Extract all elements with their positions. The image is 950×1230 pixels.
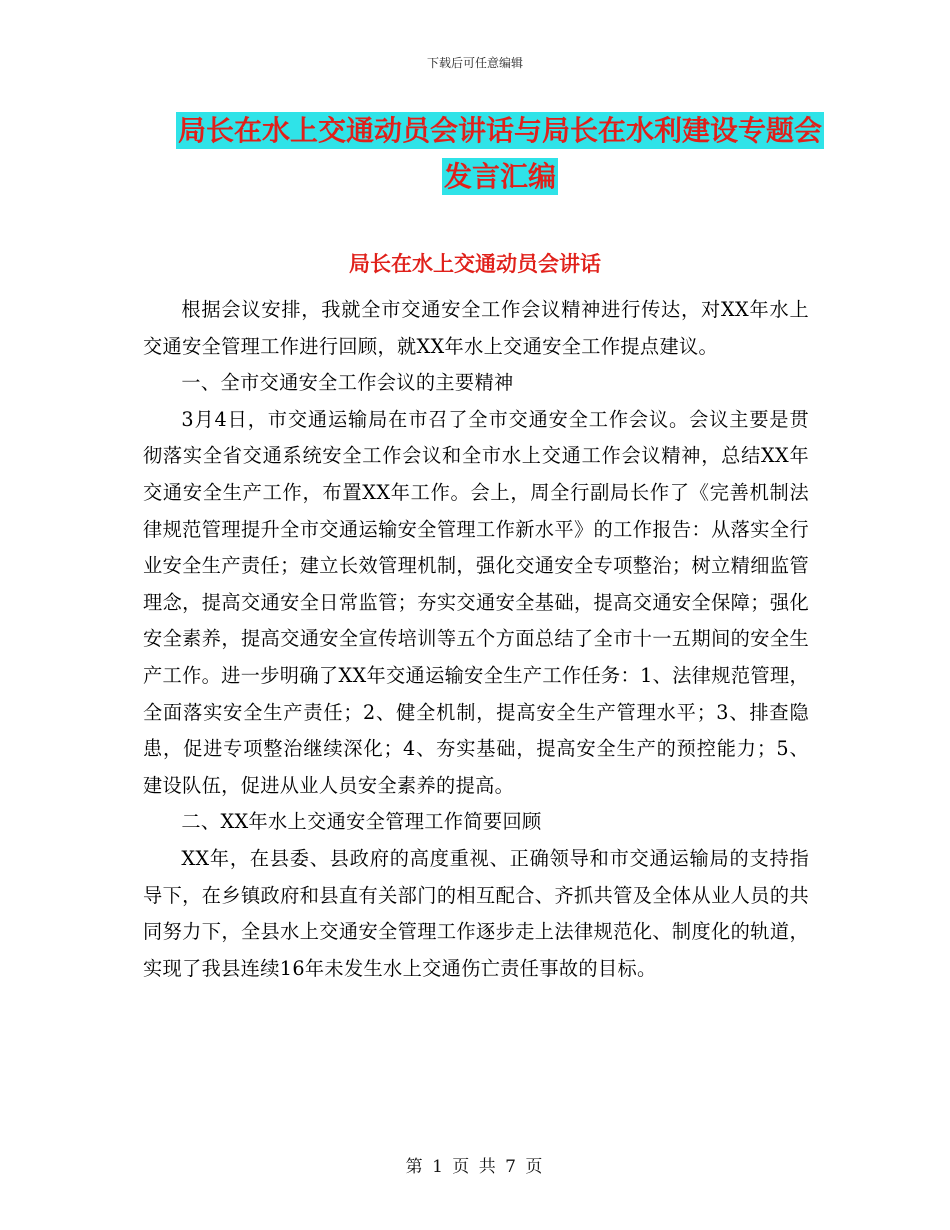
paragraph-intro: 根据会议安排，我就全市交通安全工作会议精神进行传达，对XX年水上交通安全管理工作进行回顾，就XX年水上交通安全工作提点建议。 [143, 298, 809, 358]
paragraph-meeting: 3月4日，市交通运输局在市召了全市交通安全工作会议。会议主要是贯彻落实全省交通系统安全工作会议和全市水上交通工作会议精神，总结XX年交通安全生产工作，布置XX年工作。会上，周全行副局长作了《完善机制法律规范管理提升全市交通运输安全管理工作新水平》的工作报告：从落实全行业安全生产责任；建立长效管理机制，强化交通安全专项整治；树立精细监管理念，提高交通安全日常监管；夯实交通安全基础，提高交通安全保障；强化安全素养，提高交通安全宣传培训等五个方面总结了全市十一五期间的安全生产工作。进一步明确了XX年交通运输安全生产工作任务：1、法律规范管理，全面落实安全生产责任；2、健全机制，提高安全生产管理水平；3、排查隐患，促进专项整治继续深化；4、夯实基础，提高安全生产的预控能力；5、建设队伍，促进从业人员安全素养的提高。 [143, 407, 809, 797]
document-title [140, 108, 860, 200]
document-title-line2: 发言汇编 [443, 160, 556, 193]
document-title-line1: 局长在水上交通动员会讲话与局长在水利建设专题会 [177, 114, 822, 147]
section-title: 局长在水上交通动员会讲话 [349, 252, 601, 276]
header-note: 下载后可任意编辑 [426, 56, 523, 70]
paragraph-review: XX年，在县委、县政府的高度重视、正确领导和市交通运输局的支持指导下，在乡镇政府和县直有关部门的相互配合、齐抓共管及全体从业人员的共同努力下，全县水上交通安全管理工作逐步走上法律规范化、制度化的轨道，实现了我县连续16年未发生水上交通伤亡责任事故的目标。 [143, 846, 809, 980]
heading-two: 二、XX年水上交通安全管理工作简要回顾 [181, 810, 542, 834]
page-number: 第 1 页 共 7 页 [405, 1157, 545, 1177]
heading-one: 一、全市交通安全工作会议的主要精神 [181, 371, 514, 395]
body-text [143, 292, 809, 987]
